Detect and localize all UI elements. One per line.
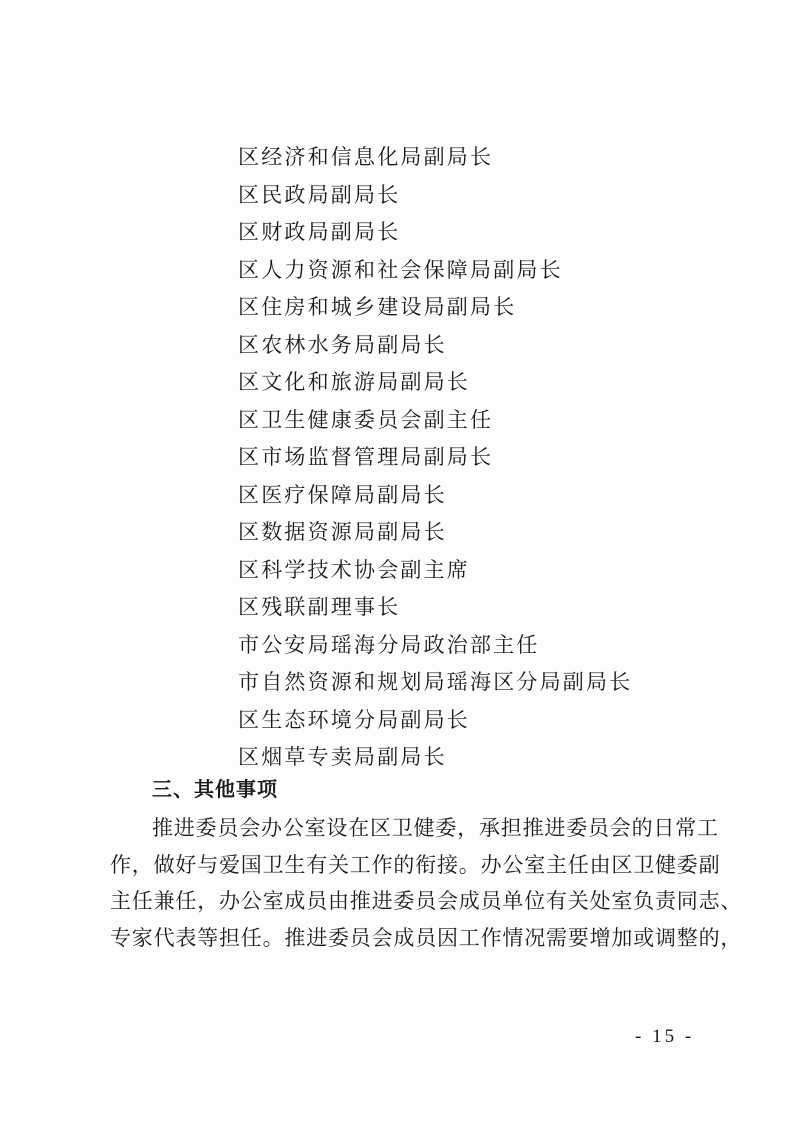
list-item: 区财政局副局长 [238,220,401,244]
list-item: 区农林水务局副局长 [238,332,447,357]
list-item: 区烟草专卖局副局长 [238,745,447,769]
list-item: 区残联副理事长 [238,595,401,619]
list-item: 区科学技术协会副主席 [238,557,470,582]
paragraph-line: 专家代表等担任。推进委员会成员因工作情况需要增加或调整的， [110,925,743,950]
list-item: 市公安局瑶海分局政治部主任 [238,632,540,657]
section-heading: 三、其他事项 [152,777,278,801]
list-item: 区市场监督管理局副局长 [238,445,494,469]
paragraph-line: 作，做好与爱国卫生有关工作的衔接。办公室主任由区卫健委副 [110,852,721,877]
list-item: 区住房和城乡建设局副局长 [238,295,517,319]
section-paragraph [110,810,743,956]
list-item: 区民政局副局长 [238,182,401,207]
list-item: 市自然资源和规划局瑶海区分局副局长 [238,670,633,694]
list-item: 区经济和信息化局副局长 [238,145,494,169]
list-item: 区生态环境分局副局长 [238,707,470,732]
paragraph-line: 主任兼任，办公室成员由推进委员会成员单位有关处室负责同志、 [110,889,743,913]
list-item: 区卫生健康委员会副主任 [238,407,494,432]
member-list [238,139,632,777]
list-item: 区数据资源局副局长 [238,520,447,544]
list-item: 区人力资源和社会保障局副局长 [238,257,563,282]
list-item: 区医疗保障局副局长 [238,482,447,507]
list-item: 区文化和旅游局副局长 [238,370,470,394]
page-number: - 15 - [635,1026,695,1047]
paragraph-line: 推进委员会办公室设在区卫健委，承担推进委员会的日常工 [152,816,719,840]
